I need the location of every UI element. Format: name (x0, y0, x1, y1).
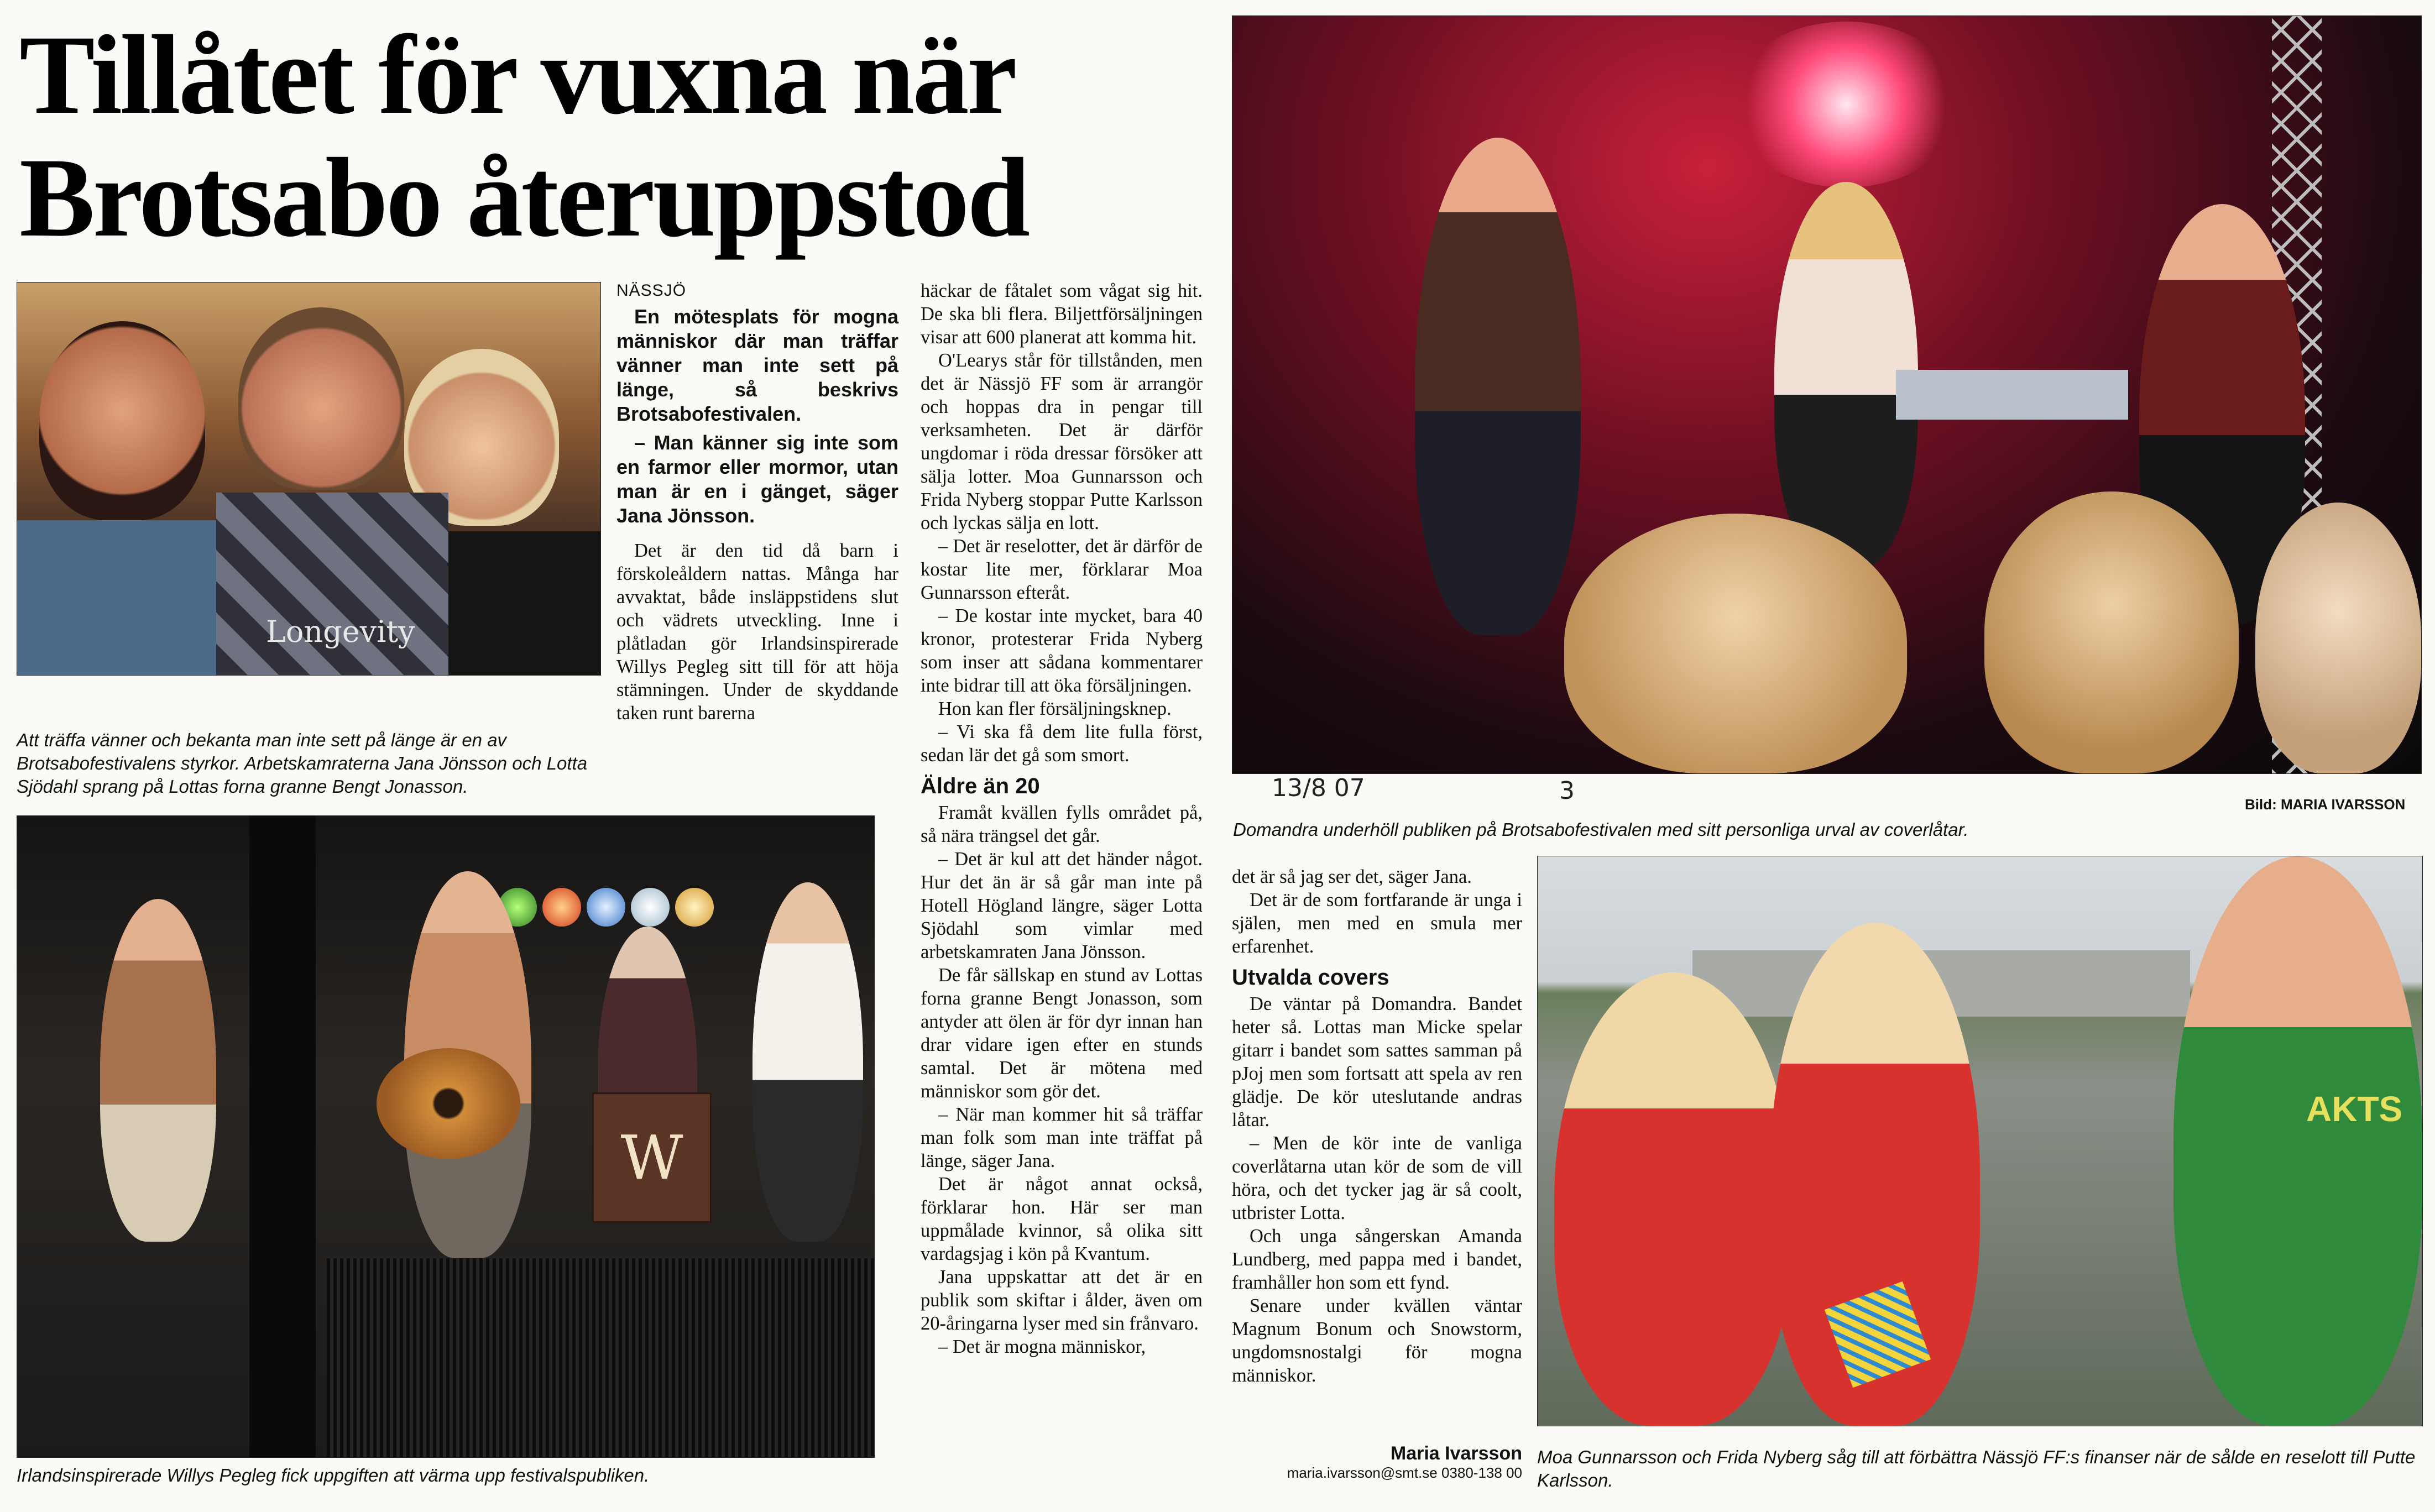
col2b-paragraph: – När man kommer hit så träffar man folk som man inte träffat på länge, säger Jana. (921, 1104, 1203, 1171)
stage-light-blue (587, 888, 625, 927)
col2b-paragraph: – Det är mogna människor, (938, 1336, 1146, 1357)
col2b-paragraph: – Det är kul att det händer något. Hur det än är så går man inte på Hotell Högland längre, säger Lotta Sjödahl som vimlar med arbetskamraten Jana Jönsson. (921, 849, 1203, 962)
top-dark (448, 531, 600, 675)
acoustic-guitar (377, 1048, 520, 1159)
caption-photo-ticket-sale: Moa Gunnarsson och Frida Nyberg såg till att förbättra Nässjö FF:s finanser när de sålde en reselott till Putte Karlsson. (1537, 1447, 2416, 1490)
music-stand-logo: W (620, 1122, 683, 1193)
quote-lead-text: – Man känner sig inte som en farmor eller mormor, utan man är en i gänget, säger Jana Jönsson. (616, 431, 898, 527)
caption-photo-friends: Att träffa vänner och bekanta man inte sett på länge är en av Brotsabofestivalens styrkor. Arbetskamraterna Jana Jönsson och Lotta Sjödahl sprang på Lottas forna granne Bengt Jonasson. (17, 730, 588, 797)
byline-contact: maria.ivarsson@smt.se 0380-138 00 (1287, 1464, 1522, 1481)
col1-paragraph: Det är den tid då barn i förskoleåldern nattas. Många har avvaktat, både insläppstidens slut och vädrets utveckling. Inne i plåtladan gör Irlandsinspirerade Willys Pegleg sitt till för att höja stämningen. Under de skyddande taken runt barerna (616, 540, 898, 724)
musician-whistle (100, 899, 216, 1242)
audience-blonde-1 (1564, 514, 1907, 773)
handwritten-page: 3 (1559, 777, 1575, 805)
photo-willys-pegleg (17, 815, 875, 1458)
stage-pillar (249, 816, 316, 1457)
man-putte (2173, 856, 2422, 1426)
photo-friends (17, 282, 601, 676)
col2-paragraph: – Det är reselotter, det är därför de kostar lite mer, förklarar Moa Gunnarsson efteråt. (921, 536, 1203, 603)
col2b-paragraph: Det är något annat också, förklarar hon. Här ser man uppmålade kvinnor, så olika sitt vardagsjag i kön på Kvantum. (921, 1174, 1203, 1264)
quote-lead (616, 431, 898, 528)
col2-paragraph: – Vi ska få dem lite fulla först, sedan lär det gå som smort. (921, 721, 1203, 766)
caption-photo-domandra-stage: Domandra underhöll publiken på Brotsabofestivalen med sitt personliga urval av coverlåtar. (1233, 819, 1969, 840)
subhead-aldre: Äldre än 20 (921, 774, 1040, 798)
shirt-text: Longevity (266, 614, 415, 649)
handwritten-date: 13/8 07 (1272, 774, 1365, 802)
column-2 (921, 279, 1203, 1358)
keyboard (1896, 370, 2128, 420)
headline (19, 14, 1225, 259)
stage-light-red (542, 888, 581, 927)
photo-domandra-stage (1232, 15, 2422, 774)
dateline: NÄSSJÖ (616, 281, 687, 300)
headline-line-1: Tillåtet för vuxna när (19, 12, 1015, 138)
column-1-body (616, 539, 898, 725)
col2-paragraph: O'Learys står för tillstånden, men det är Nässjö FF som är arrangör och hoppas dra in pengar till verksamheten. Det är därför ungdomar i röda dressar försöker att sälja lotter. Moa Gunnarsson och Frida Nyberg stoppar Putte Karlsson och lyckas sälja en lott. (921, 350, 1203, 533)
col3b-paragraph: – Men de kör inte de vanliga coverlåtarna utan kör de som de vill höra, och det tycker jag är så coolt, utbrister Lotta. (1232, 1133, 1522, 1223)
musician-accordion (753, 882, 863, 1242)
person-bengt (238, 307, 404, 490)
col2-paragraph: – De kostar inte mycket, bara 40 kronor, protesterar Frida Nyberg som inser att sådana kommentarer inte bidrar till att öka försäljningen. (921, 605, 1203, 696)
col2b-paragraph: Jana uppskattar att det är en publik som skiftar i ålder, även om 20-åringarna lyser med sin frånvaro. (921, 1267, 1203, 1334)
audience-blonde-2 (1984, 491, 2239, 773)
spotlight (1730, 22, 1962, 187)
col2b-paragraph: Framåt kvällen fylls området på, så nära trängsel det går. (921, 802, 1203, 846)
caption-photo-willys-pegleg: Irlandsinspirerade Willys Pegleg fick uppgiften att värma upp festivalspubliken. (17, 1465, 650, 1485)
col2-paragraph: Hon kan fler försäljningsknep. (938, 698, 1172, 719)
music-stand (592, 1092, 712, 1223)
col3-paragraph: Det är de som fortfarande är unga i själen, men med en smula mer erfarenhet. (1232, 890, 1522, 957)
col3b-paragraph: De väntar på Domandra. Bandet heter så. Lottas man Micke spelar gitarr i bandet som sattes samman på pJoj men som fortsatt att spela av ren glädje. De kör uteslutande andras låtar. (1232, 993, 1522, 1131)
column-3 (1232, 865, 1522, 1387)
bassist (1415, 138, 1581, 635)
col2b-paragraph: De får sällskap en stund av Lottas forna granne Bengt Jonasson, som antyder att ölen är för dyr innan han drar vidare igen efter en stunds samtal. Det är mötena med människor som gör det. (921, 965, 1203, 1102)
stage-light-amber (675, 888, 714, 927)
headline-line-2: Brotsabo återuppstod (19, 135, 1028, 260)
col3b-paragraph: Och unga sångerskan Amanda Lundberg, med pappa med i bandet, framhåller hon som ett fynd. (1232, 1226, 1522, 1293)
photo-ticket-sale (1537, 856, 2423, 1426)
subhead-utvalda-covers: Utvalda covers (1232, 965, 1389, 990)
col3-paragraph: det är så jag ser det, säger Jana. (1232, 866, 1472, 887)
byline (1232, 1443, 1522, 1482)
col3b-paragraph: Senare under kvällen väntar Magnum Bonum och Snowstorm, ungdomsnostalgi för mogna människor. (1232, 1295, 1522, 1386)
lead-paragraph (616, 305, 898, 426)
lead-text: En mötesplats för mogna människor där man träffar vänner man inte sett på länge, så beskrivs Brotsabofestivalen. (616, 305, 898, 425)
column-1 (616, 279, 898, 725)
stage-barrier (327, 1258, 874, 1457)
stage-light-white (631, 888, 670, 927)
girl-moa (1554, 972, 1792, 1426)
jacket-denim (17, 520, 227, 675)
audience-blonde-3 (2255, 503, 2421, 773)
byline-name: Maria Ivarsson (1390, 1443, 1522, 1464)
col2-paragraph: häckar de fåtalet som vågat sig hit. De ska bli flera. Biljettförsäljningen visar att 600 planerat att komma hit. (921, 280, 1203, 348)
photo-credit: Bild: MARIA IVARSSON (2245, 796, 2406, 813)
person-jana (39, 321, 205, 520)
jacket-text: AKTS (2306, 1089, 2403, 1129)
